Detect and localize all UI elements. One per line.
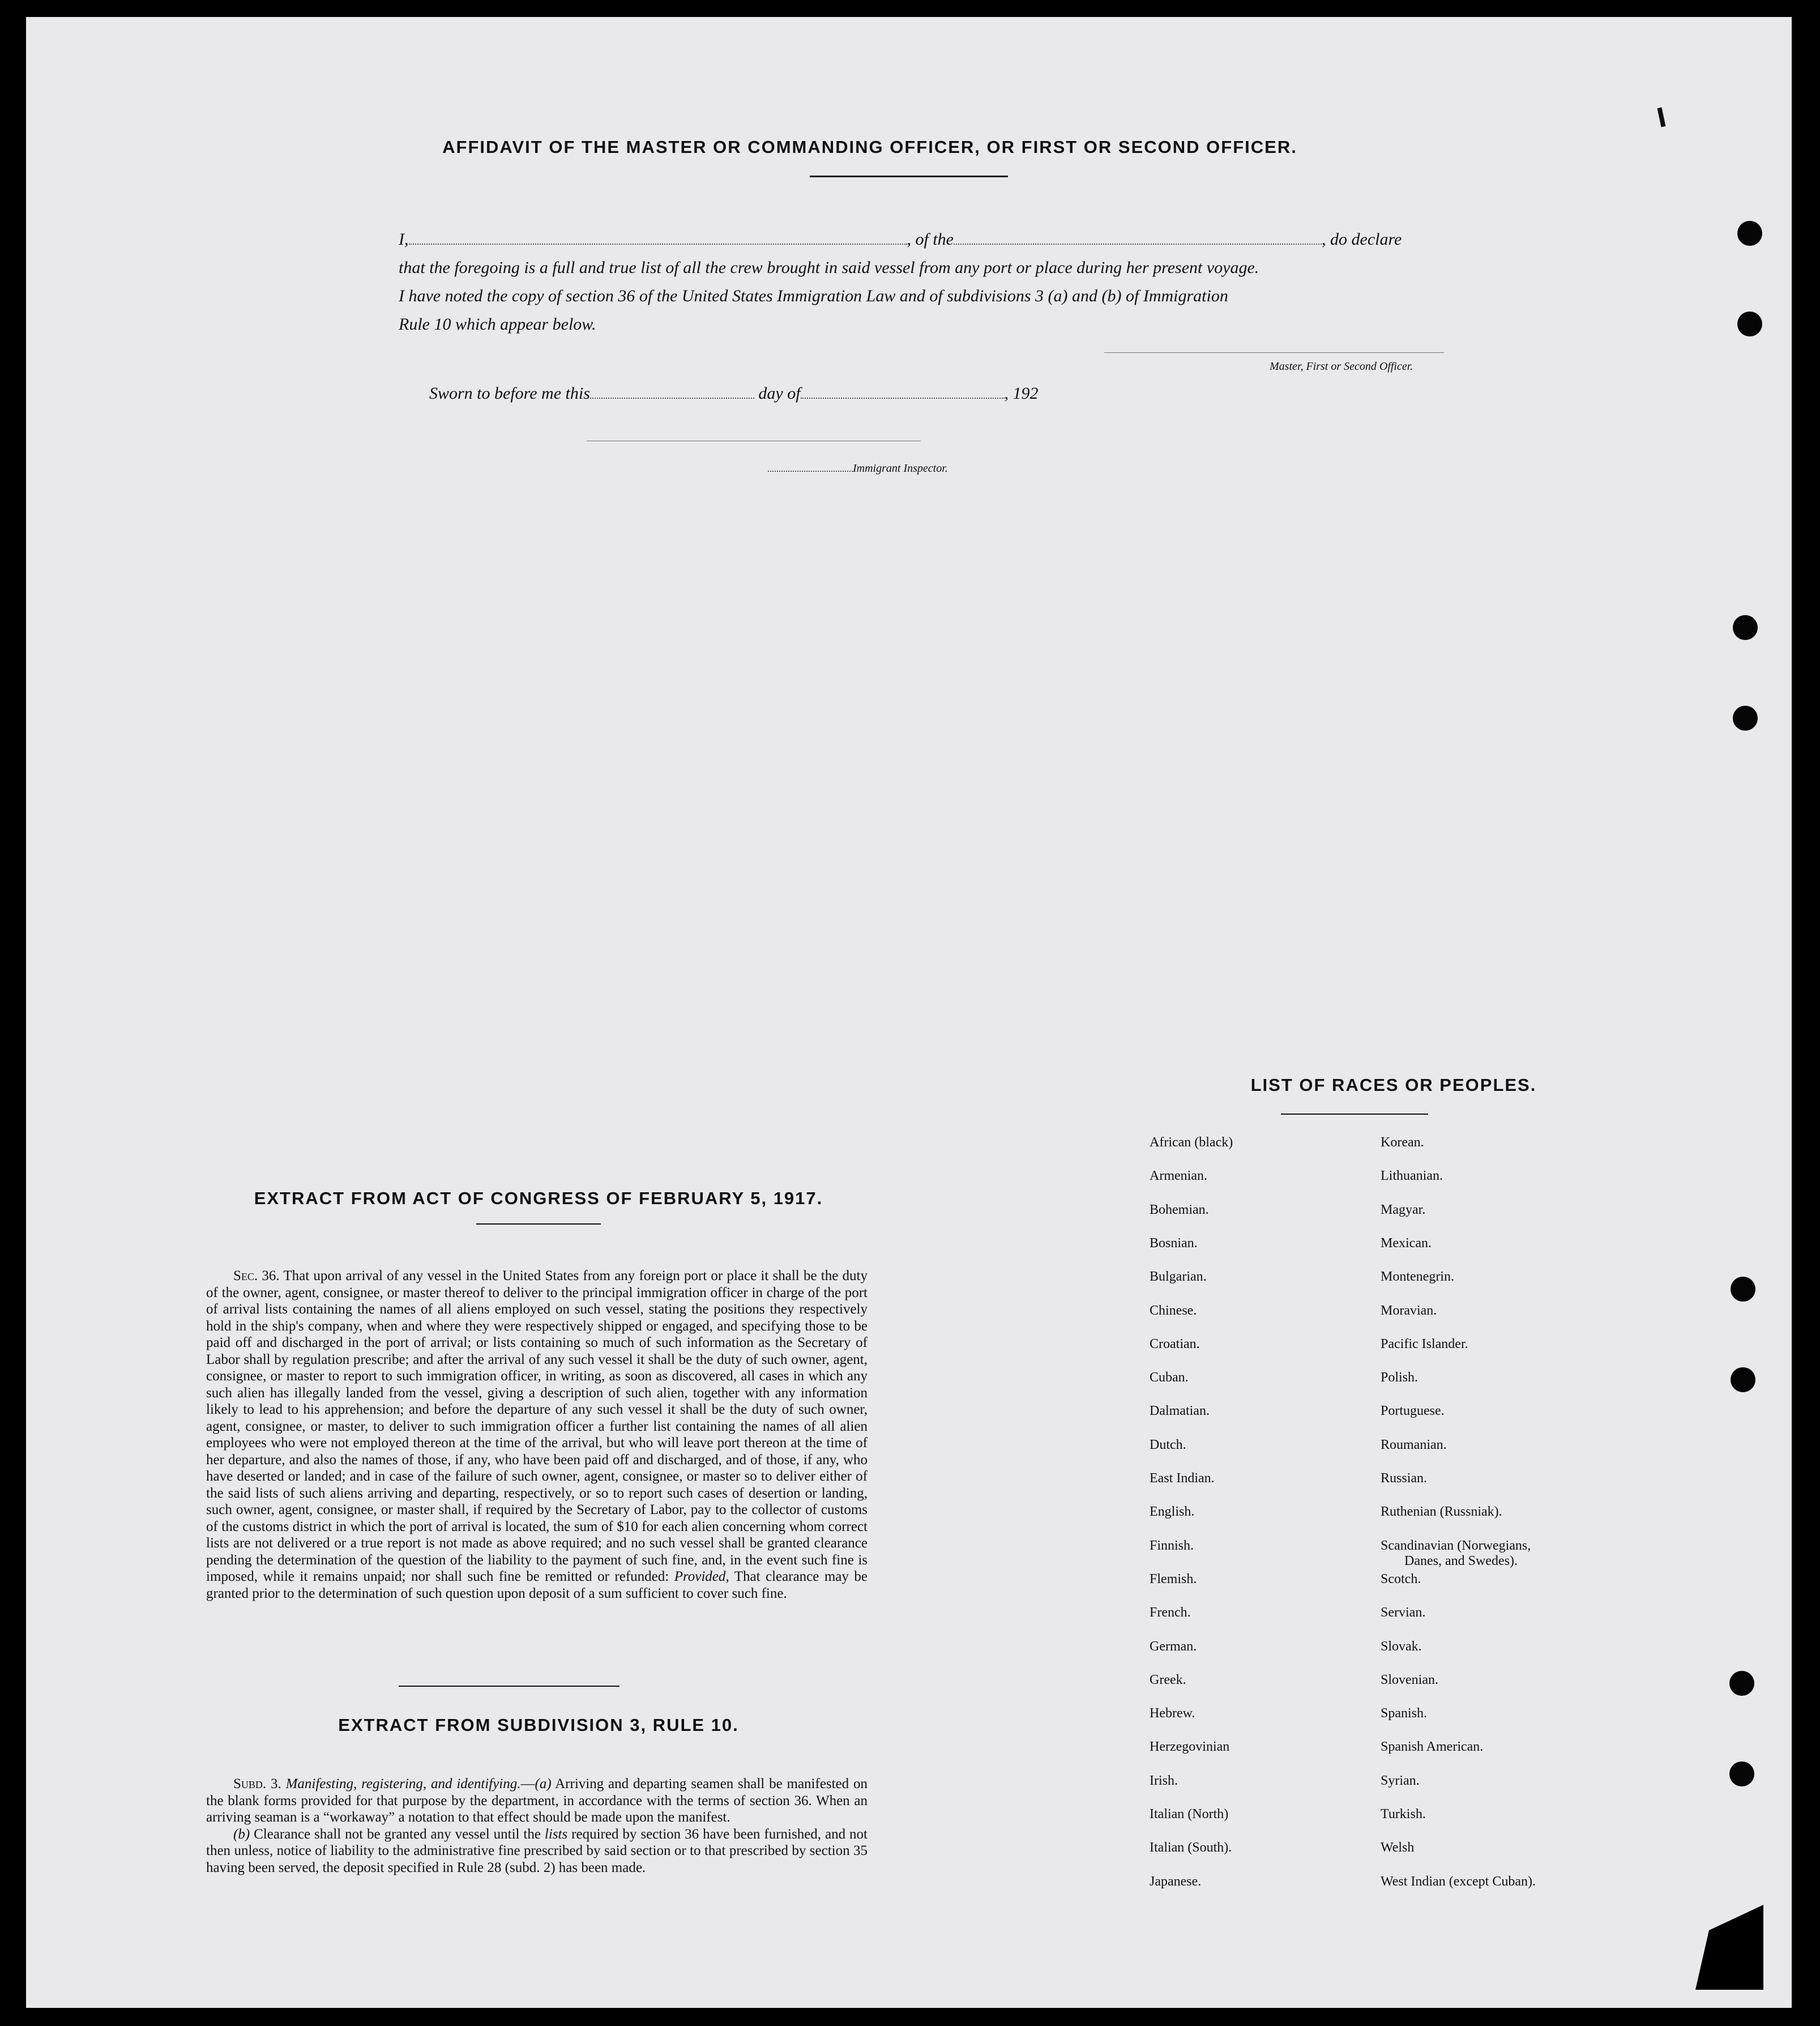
- inspector-label: Immigrant Inspector.: [768, 462, 948, 475]
- race-right-item: Spanish.: [1381, 1706, 1428, 1721]
- race-right-item: Moravian.: [1381, 1303, 1437, 1318]
- race-right-item: Slovenian.: [1381, 1673, 1438, 1687]
- day-blank: [590, 398, 754, 399]
- inspector-dots: [768, 471, 853, 472]
- race-left-item: Italian (South).: [1150, 1840, 1232, 1855]
- declaration-line-3: I have noted the copy of section 36 of the United States Immigration Law and of subdivisions 3 (a) and (b) of Immigration: [399, 287, 1228, 305]
- race-right-item: Russian.: [1381, 1471, 1428, 1486]
- sworn-prefix: Sworn to before me this: [429, 384, 590, 403]
- race-right-item: Spanish American.: [1381, 1739, 1484, 1754]
- rule-10-text: Subd. 3. Manifesting, registering, and identifying.—(a) Arriving and departing seamen shall be manifested on the blank forms provided for that purpose by the department, in accordance with the terms of section 36. When an arriving seaman is a “workaway” a notation to that effect should be made upon the manifest. (b) Clearance shall not be granted any vessel until the lists required by section 36 have been furnished, and not then unless, notice of liability to the administrative fine prescribed by said section or to that prescribed by section 35 having been served, the deposit specified in Rule 28 (subd. 2) has been made.: [206, 1776, 868, 1875]
- race-right-item: Servian.: [1381, 1605, 1426, 1620]
- affidavit-title: AFFIDAVIT OF THE MASTER OR COMMANDING OFFICER, OR FIRST OR SECOND OFFICER.: [442, 137, 1297, 157]
- sworn-year: , 192: [1004, 384, 1039, 403]
- race-scandinavian-continued: Danes, and Swedes).: [1404, 1554, 1518, 1568]
- race-left-item: Finnish.: [1150, 1538, 1194, 1553]
- punch-hole: [1729, 1671, 1754, 1696]
- race-right-item: Mexican.: [1381, 1236, 1432, 1251]
- document-page: [26, 17, 1792, 2008]
- rule-extract-title: EXTRACT FROM SUBDIVISION 3, RULE 10.: [338, 1715, 739, 1735]
- race-right-item: Turkish.: [1381, 1807, 1426, 1822]
- act-section-36-text: Sec. 36. That upon arrival of any vessel in the United States from any foreign port or place it shall be the duty of the owner, agent, consignee, or master thereof to deliver to the principal immigration officer in charge of the port of arrival lists containing the names of all aliens employed on such vessel, stating the positions they respectively hold in the ship's company, when and where they were respectively shipped or engaged, and specifying those to be paid off and discharged in the port of arrival; or lists containing so much of such information as the Secretary of Labor shall by regulation prescribe; and after the arrival of any such vessel it shall be the duty of such owner, agent, consignee, or master to report to such immigration officer, in writing, as soon as discovered, all cases in which any such alien has illegally landed from the vessel, giving a description of such alien, together with any information likely to lead to his apprehension; and before the departure of any such vessel it shall be the duty of such owner, agent, consignee, or master, to deliver to such immigration officer a further list containing the names of all alien employees who were not employed thereon at the time of the arrival, but who will leave port thereon at the time of her departure, and also the names of those, if any, who have been paid off and discharged, and of those, if any, who have deserted or landed; and in case of the failure of such owner, agent, consignee, or master so to deliver either of the said lists of such aliens arriving and departing, respectively, or so to report such cases of desertion or landing, such owner, agent, consignee, or master shall, if required by the Secretary of Labor, pay to the collector of customs of the customs district in which the port of arrival is located, the sum of $10 for each alien concerning whom correct lists are not delivered or a true report is not made as above required; and no such vessel shall be granted clearance pending the determination of the question of the liability to the payment of such fine, and, in the event such fine is imposed, while it remains unpaid; nor shall such fine be remitted or refunded: Provided, That clearance may be granted prior to the determination of such question upon deposit of a sum sufficient to cover such fine.: [206, 1268, 868, 1601]
- section-divider: [399, 1686, 620, 1687]
- declaration-line-2: that the foregoing is a full and true list of all the crew brought in said vessel from any port or place during her present voyage.: [399, 258, 1259, 277]
- race-left-item: Hebrew.: [1150, 1706, 1195, 1721]
- vessel-blank: [954, 244, 1322, 245]
- race-left-item: Japanese.: [1150, 1874, 1202, 1889]
- race-right-item: Montenegrin.: [1381, 1269, 1454, 1284]
- race-right-item: Welsh: [1381, 1840, 1415, 1855]
- race-right-item: West Indian (except Cuban).: [1381, 1874, 1536, 1889]
- race-left-item: Dalmatian.: [1150, 1404, 1210, 1418]
- race-left-item: Herzegovinian: [1150, 1739, 1230, 1754]
- race-left-item: East Indian.: [1150, 1471, 1215, 1486]
- act-title-underline: [476, 1223, 601, 1225]
- race-right-item: Scotch.: [1381, 1572, 1421, 1586]
- races-title-underline: [1281, 1114, 1428, 1115]
- race-right-item: Pacific Islander.: [1381, 1337, 1468, 1351]
- race-left-item: Dutch.: [1150, 1438, 1186, 1452]
- race-right-item: Roumanian.: [1381, 1438, 1447, 1452]
- race-left-item: German.: [1150, 1639, 1197, 1654]
- race-left-item: Cuban.: [1150, 1370, 1189, 1385]
- act-extract-title: EXTRACT FROM ACT OF CONGRESS OF FEBRUARY 5, 1917.: [254, 1188, 823, 1208]
- race-right-item: Portuguese.: [1381, 1404, 1445, 1418]
- punch-hole: [1737, 221, 1762, 246]
- race-right-item: Ruthenian (Russniak).: [1381, 1504, 1502, 1519]
- races-title: LIST OF RACES OR PEOPLES.: [1250, 1075, 1537, 1095]
- race-right-item: Syrian.: [1381, 1773, 1420, 1788]
- race-right-item: Korean.: [1381, 1135, 1424, 1150]
- signature-label: Master, First or Second Officer.: [1270, 360, 1413, 373]
- race-right-item: Lithuanian.: [1381, 1168, 1443, 1183]
- race-left-item: Bohemian.: [1150, 1202, 1209, 1217]
- declaration-line-4: Rule 10 which appear below.: [399, 315, 596, 334]
- section-label: Sec. 36.: [233, 1268, 280, 1283]
- punch-hole: [1729, 1761, 1754, 1786]
- race-left-item: Bosnian.: [1150, 1236, 1198, 1251]
- race-left-item: Croatian.: [1150, 1337, 1200, 1351]
- ink-mark: [1657, 108, 1666, 127]
- race-right-item: Scandinavian (Norwegians,: [1381, 1538, 1531, 1553]
- affidavit-declaration: [399, 225, 1494, 339]
- race-left-item: Armenian.: [1150, 1168, 1207, 1183]
- declaration-i: I,: [399, 230, 409, 249]
- race-left-item: African (black): [1150, 1135, 1233, 1150]
- race-left-item: Chinese.: [1150, 1303, 1197, 1318]
- signature-line: [1104, 352, 1444, 353]
- punch-hole: [1733, 706, 1758, 731]
- name-blank: [409, 244, 907, 245]
- race-left-item: English.: [1150, 1504, 1195, 1519]
- folded-corner: [1695, 1905, 1763, 1990]
- punch-hole: [1737, 312, 1762, 336]
- race-right-item: Slovak.: [1381, 1639, 1422, 1654]
- race-right-item: Polish.: [1381, 1370, 1419, 1385]
- race-right-item: Magyar.: [1381, 1202, 1426, 1217]
- race-left-item: Bulgarian.: [1150, 1269, 1207, 1284]
- sworn-day-of: day of: [758, 384, 801, 403]
- month-blank: [801, 398, 1005, 399]
- sworn-line: [429, 384, 1039, 403]
- race-left-item: French.: [1150, 1605, 1191, 1620]
- declaration-of-the: , of the: [907, 230, 954, 249]
- race-left-item: Irish.: [1150, 1773, 1178, 1788]
- declaration-do-declare: , do declare: [1322, 230, 1402, 249]
- race-left-item: Flemish.: [1150, 1572, 1197, 1586]
- race-left-item: Greek.: [1150, 1673, 1186, 1687]
- punch-hole: [1733, 615, 1758, 640]
- punch-hole: [1731, 1367, 1755, 1392]
- punch-hole: [1731, 1277, 1755, 1302]
- title-underline: [810, 176, 1008, 177]
- race-left-item: Italian (North): [1150, 1807, 1229, 1822]
